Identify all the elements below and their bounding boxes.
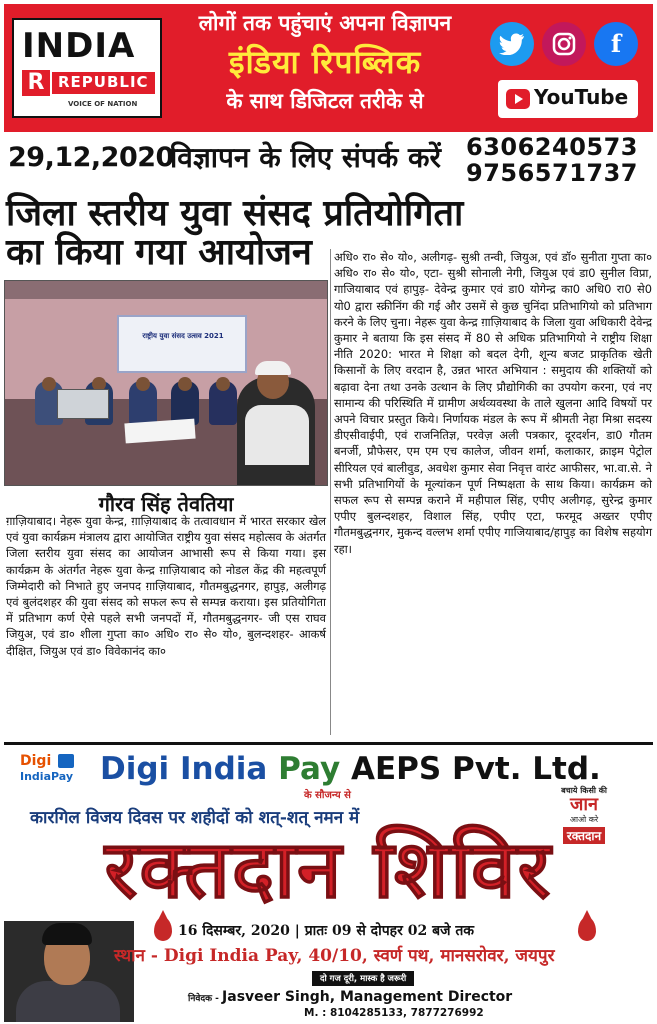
youtube-label: YouTube [534, 85, 629, 109]
phone-1: 6306240573 [466, 133, 638, 161]
camp-venue: स्थान - Digi India Pay, 40/10, स्वर्ण पथ, मानसरोवर, जयपुर [114, 946, 555, 966]
organiser-mobile: M. : 8104285133, 7877276992 [304, 1007, 484, 1019]
photo-banner-text: राष्ट्रीय युवा संसद उत्सव 2021 [142, 332, 224, 340]
director-photo [4, 921, 134, 1022]
issue-date: 29,12,2020 [8, 142, 174, 173]
twitter-icon[interactable] [490, 22, 534, 66]
card-icon [58, 754, 74, 768]
logo-republic-text: REPUBLIC [52, 72, 155, 94]
blood-drop-icon [578, 917, 596, 941]
promo-line-3: के साथ डिजिटल तरीके से [226, 88, 424, 113]
logo-tagline: VOICE OF NATION [68, 100, 138, 108]
article-column-left: ग़ाज़ियाबाद। नेहरू युवा केन्द्र, ग़ाज़ियाबाद के तत्वावधान में भारत सरकार खेल एवं युवा कार्यक्रम मंत्रालय द्वारा आयोजित राष्ट्रीय युवा संसद महोत्सव के अंतर्गत जिला स्तरीय युवा संसद का आयोजन आभासी रूप से किया गया। इस कार्यक्रम के अंतर्गत नेहरू युवा केन्द्र ग़ाज़ियाबाद को नोडल केंद्र की महत्वपूर्ण जिम्मेदारी को निभाते हुए जनपद ग़ाज़ियाबाद, गौतमबुद्धनगर, हापुड़, अलीगढ़ एवं बुलंदशहर की युवा संसद को सफल रूप से सम्पन्न कराया। इस प्रतियोगिता में प्रतिभाग कर्ण ऐसे पहले सभी जनपदों में, गौतमबुद्धनगर- जी एस राघव जियुअ, एवं डा० शीला गुप्ता का० अधि० रा० से० यो०, बुलन्दशहर- आकर्ष दीक्षित, जियुअ एवं डा० विवेकानंद का० [6, 514, 326, 658]
photo-banner [117, 315, 247, 373]
instagram-icon[interactable] [542, 22, 586, 66]
article-column-right: अधि० रा० से० यो०, अलीगढ़- सुश्री तन्वी, जियुअ, एवं डॉ० सुनीता गुप्ता का० अधि० रा० से० यो०, एटा- सुश्री सोनाली नेगी, जियुअ एवं डा0 सुनील विप्रा, गाजियाबाद एवं हापुड़- देवेन्द्र कुमार एवं डा0 योगेन्द्र का0 अधि0 रा0 से0 यो0 द्वारा स्क्रीनिंग की गई और उसमें से कुछ चुनिंदा प्रतिभागियो को प्रतिभाग करने के लिए चुना। नेहरू युवा केन्द्र ग़ाज़ियाबाद के जिला युवा अधिकारी देवेन्द्र कुमार ने बताया कि इस संसद में 80 से अधिक प्रतिभागियो ने राष्ट्रीय शिक्षा नीति 2020: भारत मे शिक्षा को बदल देगी, शून्य बजट प्राकृतिक खेती किसानों के लिए वरदान है, उन्नत भारत अभियान : समुदाय की शक्तियों को बढ़ावा देना तथा उनके उत्थान के लिए प्रौद्योगिकी का उपयोग करना, एवं नए सामान्य की परिस्थिति में ग्रामीण अर्थव्यवस्था के ताले खुलना आदि विषयों पर अपने विचार प्रस्तुत किये। निर्णायक मंडल के रूप में श्रीमती नेहा मिश्रा सदस्य डीएसीवाईपी, एवं राजनितिज्ञ, परवेज़ अली पत्रकार, दूरदर्शन, डा0 गौतम बनर्जी, प्रौफेसर, एम एम एच कालेज, जीवन शर्मा, कलाकार, क्राइम पेट्रोल सीरियल एवं बालीवुड, अवधेश कुमार सेवा निवृत्त वारंट आफीसर, भा.वा.से. ने सभी प्रतिभागियों के मूल्यांकन पूर्ण निष्पक्षता के साथ किया। कार्यक्रम को सफल रूप से सम्पन्न कराने में महीपाल सिंह, एपीए अलीगढ़, सुरेन्द्र कुमार एपीए बुलन्दशहर, विशाल सिंह, एपीए एटा, फरमूद अख्तर एपीए गौतमबुद्धनगर, मुकन्द वल्लभ शर्मा एपीए गाजियाबाद/हापुड़ का विशेष सहयोग रहा। [334, 250, 652, 556]
india-republic-logo [12, 18, 162, 118]
column-divider [330, 249, 331, 735]
digi-india-pay-logo [20, 753, 88, 787]
contact-label: विज्ञापन के लिए संपर्क करें [170, 141, 441, 174]
logo-digi: Digi [20, 753, 52, 769]
promo-line-1: लोगों तक पहुंचाएं अपना विज्ञापन [198, 10, 452, 35]
headline-line-2: का किया गया आयोजन [6, 231, 312, 273]
camp-title: रक्तदान शिविर [104, 822, 553, 916]
tribute-line: कारगिल विजय दिवस पर शहीदों को शत्-शत् नमन में [30, 808, 360, 828]
ad-promo-block [170, 6, 480, 128]
laptop [57, 389, 109, 419]
byline: गौरव सिंह तेवतिया [98, 492, 234, 516]
youtube-badge[interactable] [498, 80, 638, 118]
headline-line-1: जिला स्तरीय युवा संसद प्रतियोगिता [6, 192, 464, 234]
contact-phones [466, 134, 638, 186]
camp-date-time: 16 दिसम्बर, 2020 | प्रातः 09 से दोपहर 02 बजे तक [178, 923, 475, 939]
organiser: निवेदक - Jasveer Singh, Management Director [188, 989, 513, 1005]
mask-tagline: दो गज दूरी, मास्क है जरूरी [312, 971, 414, 986]
logo-india-text: INDIA [22, 26, 136, 66]
save-life-badge: बचाये किसी की जान आओ करे रक्तदान [561, 786, 607, 843]
logo-indiapay: IndiaPay [20, 770, 74, 783]
presents-label: के सौजन्य से [304, 790, 351, 801]
logo-r-mark: R [22, 70, 50, 96]
company-name: Digi India Pay AEPS Pvt. Ltd. [100, 751, 601, 787]
blood-drop-icon [154, 917, 172, 941]
blood-donation-ad [4, 742, 653, 1022]
phone-2: 9756571737 [466, 159, 638, 187]
promo-line-2: इंडिया रिपब्लिक [228, 43, 422, 81]
contact-row [4, 134, 653, 188]
masthead [0, 0, 657, 190]
youtube-icon [506, 89, 530, 109]
social-links [488, 14, 646, 122]
article-photo [4, 280, 328, 486]
facebook-icon[interactable]: f [594, 22, 638, 66]
